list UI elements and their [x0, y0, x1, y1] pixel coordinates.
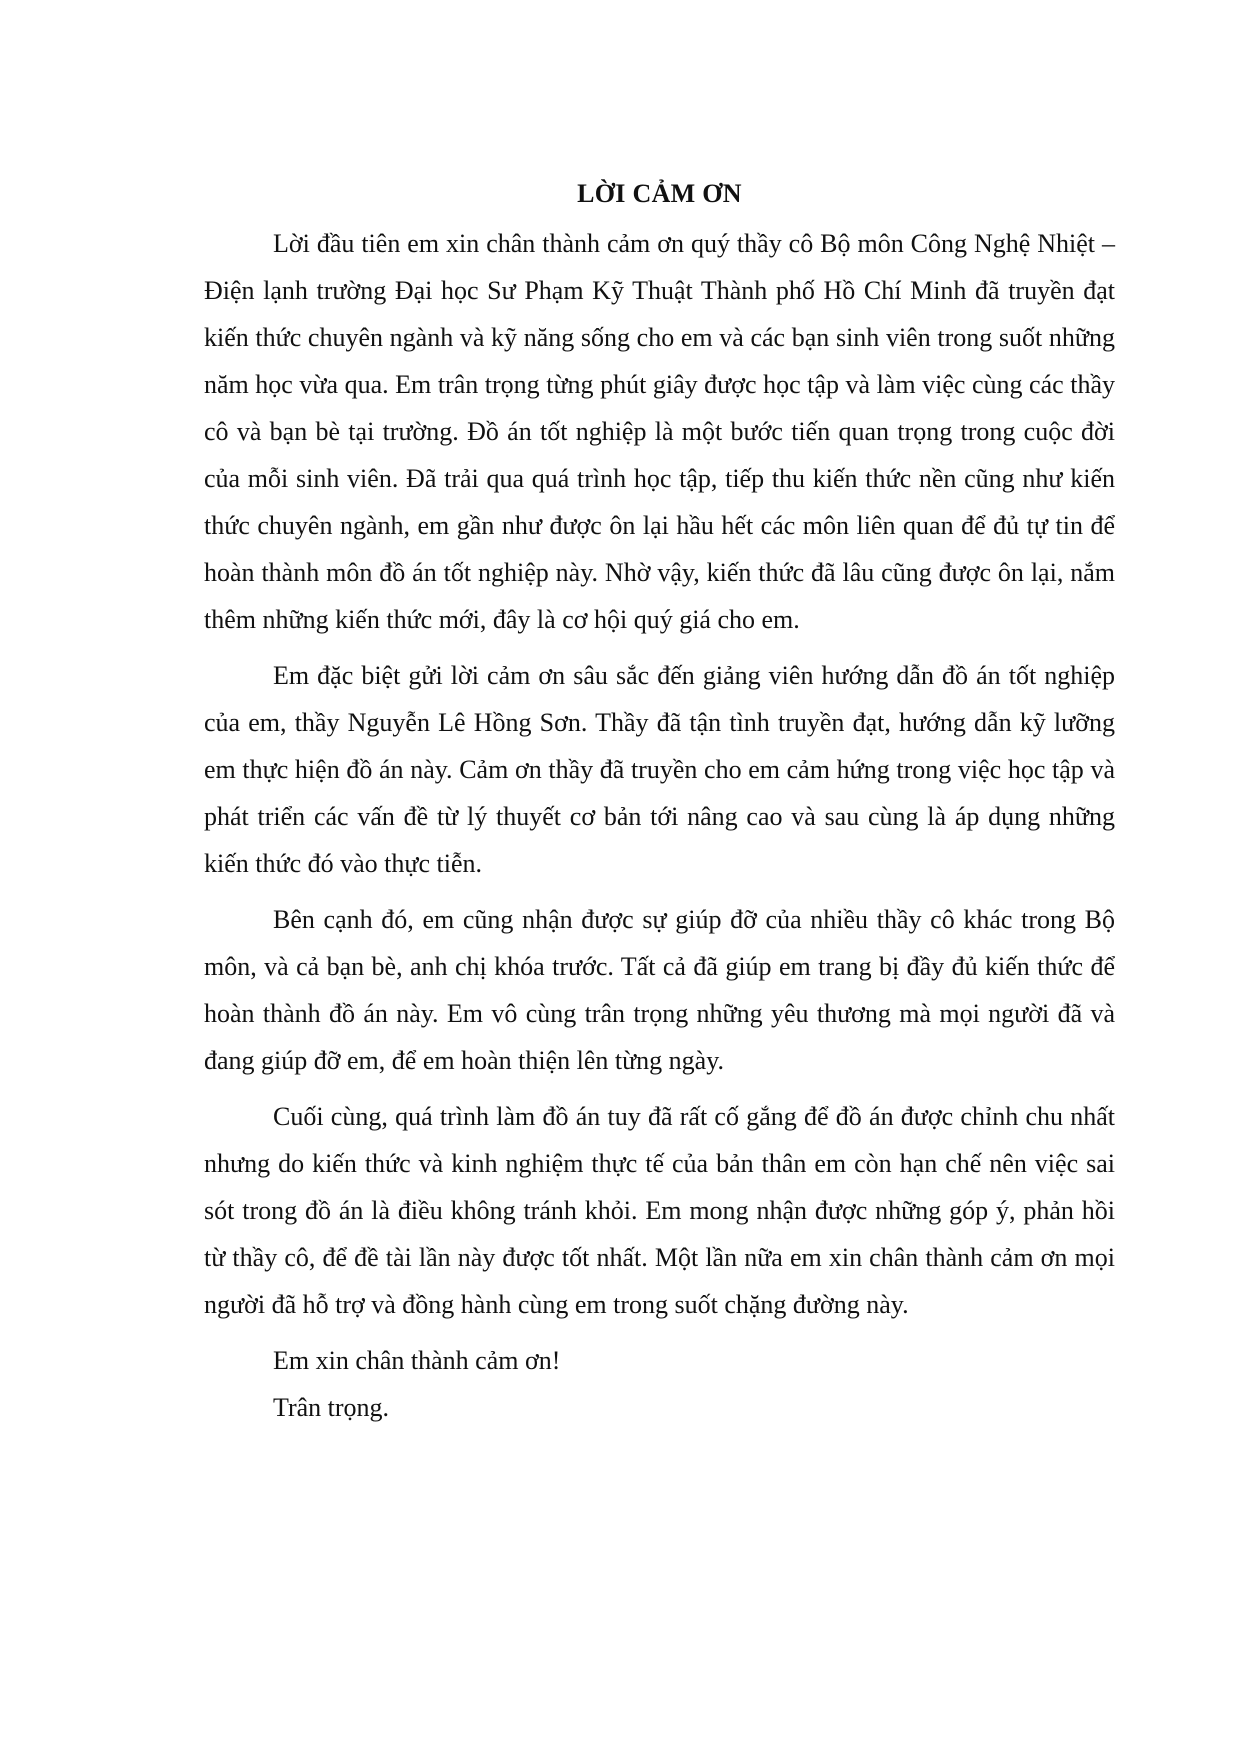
paragraph-3: Bên cạnh đó, em cũng nhận được sự giúp đỡ của nhiều thầy cô khác trong Bộ môn, và cả bạn bè, anh chị khóa trước. Tất cả đã giúp em trang bị đầy đủ kiến thức để hoàn thành đồ án này. Em vô cùng trân trọng những yêu thương mà mọi người đã và đang giúp đỡ em, để em hoàn thiện lên từng ngày. [204, 905, 1115, 1075]
paragraph-2: Em đặc biệt gửi lời cảm ơn sâu sắc đến giảng viên hướng dẫn đồ án tốt nghiệp của em, thầy Nguyễn Lê Hồng Sơn. Thầy đã tận tình truyền đạt, hướng dẫn kỹ lưỡng em thực hiện đồ án này. Cảm ơn thầy đã truyền cho em cảm hứng trong việc học tập và phát triển các vấn đề từ lý thuyết cơ bản tới nâng cao và sau cùng là áp dụng những kiến thức đó vào thực tiễn. [204, 661, 1115, 878]
paragraph-4: Cuối cùng, quá trình làm đồ án tuy đã rất cố gắng để đồ án được chỉnh chu nhất nhưng do kiến thức và kinh nghiệm thực tế của bản thân em còn hạn chế nên việc sai sót trong đồ án là điều không tránh khỏi. Em mong nhận được những góp ý, phản hồi từ thầy cô, để đề tài lần này được tốt nhất. Một lần nữa em xin chân thành cảm ơn mọi người đã hỗ trợ và đồng hành cùng em trong suốt chặng đường này. [204, 1102, 1115, 1319]
closing-regards: Trân trọng. [273, 1393, 390, 1422]
closing-thanks: Em xin chân thành cảm ơn! [273, 1346, 561, 1375]
paragraph-1: Lời đầu tiên em xin chân thành cảm ơn quý thầy cô Bộ môn Công Nghệ Nhiệt – Điện lạnh trường Đại học Sư Phạm Kỹ Thuật Thành phố Hồ Chí Minh đã truyền đạt kiến thức chuyên ngành và kỹ năng sống cho em và các bạn sinh viên trong suốt những năm học vừa qua. Em trân trọng từng phút giây được học tập và làm việc cùng các thầy cô và bạn bè tại trường. Đồ án tốt nghiệp là một bước tiến quan trọng trong cuộc đời của mỗi sinh viên. Đã trải qua quá trình học tập, tiếp thu kiến thức nền cũng như kiến thức chuyên ngành, em gần như được ôn lại hầu hết các môn liên quan để đủ tự tin để hoàn thành môn đồ án tốt nghiệp này. Nhờ vậy, kiến thức đã lâu cũng được ôn lại, nắm thêm những kiến thức mới, đây là cơ hội quý giá cho em. [204, 229, 1115, 634]
document-body [204, 220, 1115, 1431]
page-title: LỜI CẢM ƠN [577, 179, 742, 208]
